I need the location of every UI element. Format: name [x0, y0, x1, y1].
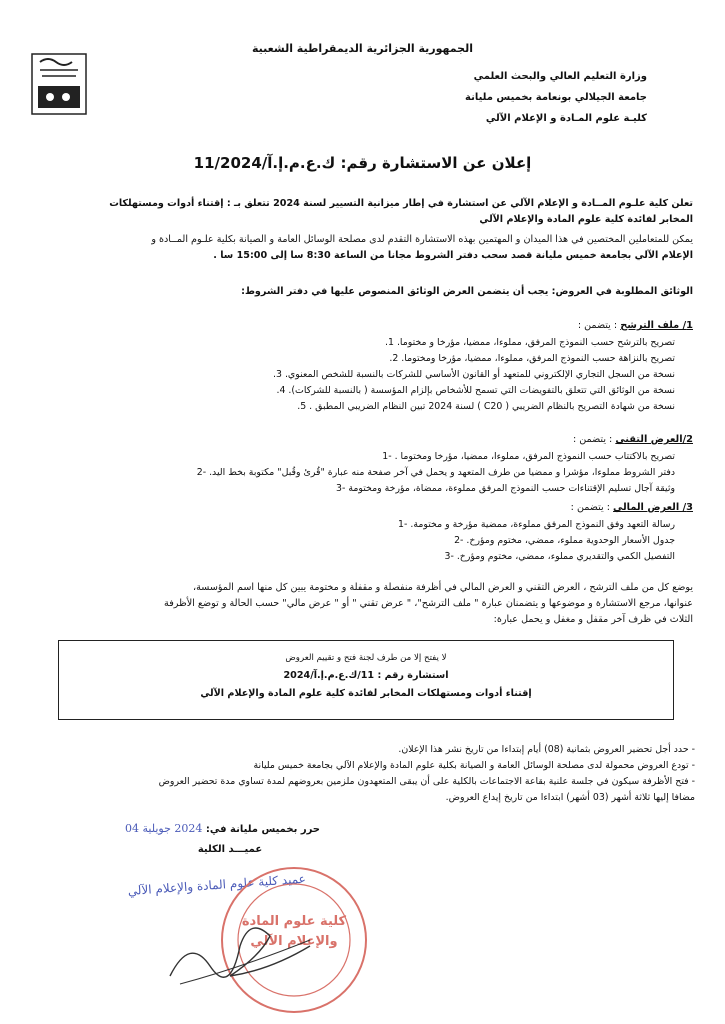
university-logo — [30, 52, 88, 116]
section-2-item: دفتر الشروط مملوءا، مؤشرا و ممضيا من طرف المتعهد و يحمل في آخر صفحة منه عبارة "قُرئ وقُبل" مكتوبة بخط اليد. -2 — [196, 467, 675, 478]
envelope-line-3: الثلاث في ظرف آخر مقفل و مغفل و يحمل عبارة: — [493, 614, 693, 625]
republic-header: الجمهورية الجزائرية الديمقراطية الشعبية — [252, 42, 473, 55]
documents-required: الوثائق المطلوبة في العروض: يجب أن يتضمن العرض الوثائق المنصوص عليها في دفتر الشروط: — [241, 286, 693, 297]
section-3-item: التفصيل الكمي والتقديري مملوء، ممضي، مختوم ومؤرخ. -3 — [444, 551, 675, 562]
faculty-name: كليـة علوم المـادة و الإعلام الآلي — [485, 113, 647, 124]
note-deadline: - حدد أجل تحضير العروض بثمانية (08) أيام إبتداءا من تاريخ نشر هذا الإعلان. — [398, 744, 695, 755]
section-1-item: نسخة من الوثائق التي تتعلق بالتفويضات التي تسمح للأشخاص بإلزام المؤسسة ( بالنسبة للشركات). 4. — [276, 385, 675, 396]
section-2-item: وثيقة آجال تسليم الإقتناءات حسب النموذج المرفق مملوءة، ممضاة، مؤرخة ومختومة -3 — [335, 483, 675, 494]
stamp-text: كلية علوم المادة والإعلام الآلي — [241, 914, 347, 949]
announcement-title — [0, 154, 725, 172]
dean-title: عميـــد الكلية — [197, 844, 263, 855]
section-3-item: رسالة التعهد وفق النموذج المرفق مملوءة، ممضية مؤرخة و مختومة. -1 — [398, 519, 675, 530]
intro-line-3: يمكن للمتعاملين المختصين في هذا الميدان و المهتمين بهذه الاستشارة التقدم لدى مصلحة الوسائل العامة و الصيانة بكلية علـوم المــادة و — [151, 234, 693, 245]
title-label: إعلان عن الاستشارة رقم: — [340, 154, 532, 172]
note-deposit: - تودع العروض محمولة لدى مصلحة الوسائل العامة و الصيانة بكلية علوم المادة والإعلام الآلي بجامعة خميس مليانة — [253, 760, 695, 771]
intro-line-4: الإعلام الآلي بجامعة خميس مليانة قصد سحب دفتر الشروط مجانا من الساعة 8:30 سا إلى 15:00 سا . — [213, 250, 693, 261]
section-3-heading: 3/ العرض المالي : يتضمن : — [570, 502, 693, 513]
envelope-line-2: عنوانها، مرجع الاستشارة و موضوعها و يتضمنان عبارة " ملف الترشح"، " عرض تقني " أو " عرض مالي" حسب الحالة و توضع الأظرفة — [164, 598, 693, 609]
intro-line-2: المخابر لفائدة كلية علوم المادة والإعلام الآلي — [479, 214, 693, 225]
section-1-heading: 1/ ملف الترشح : يتضمن : — [577, 320, 693, 331]
section-2-heading: 2/العرض التقني : يتضمن : — [572, 434, 693, 445]
handwritten-signature — [140, 880, 360, 1000]
section-1-item: نسخة من السجل التجاري الإلكتروني للمتعهد أو القانون الأساسي للشركات بالنسبة للشخص المعنوي. 3. — [273, 369, 675, 380]
university-name: جامعة الجيلالي بونعامة بخميس مليانة — [465, 92, 647, 103]
intro-line-1: تعلن كلية علـوم المــادة و الإعلام الآلي عن استشارة في إطار ميزانية التسيير لسنة 2024 تتعلق بـ : إقتناء أدوات ومستهلكات — [109, 198, 693, 209]
note-validity: مضافا إليها ثلاثة أشهر (03 أشهر) ابتداءا من تاريخ إيداع العروض. — [445, 792, 695, 803]
envelope-line-1: يوضع كل من ملف الترشح ، العرض التقني و العرض المالي في أظرفة منفصلة و مقفلة و مختومة يبين كل منها اسم المؤسسة، — [193, 582, 693, 593]
note-opening: - فتح الأظرفة سيكون في جلسة علنية بقاعة الاجتماعات بالكلية على أن يبقى المتعهدون ملزمين بعروضهم لمدة تساوي مدة تحضير العروض — [158, 776, 695, 787]
section-1-item: تصريح بالترشح حسب النموذج المرفق، مملوءا، ممضيا، مؤرخا و مختوما. 1. — [385, 337, 675, 348]
envelope-label-box — [58, 640, 674, 720]
section-2-item: تصريح بالاكتتاب حسب النموذج المرفق، مملوءا، ممضيا، مؤرخا ومختوما . -1 — [382, 451, 675, 462]
institution-block — [307, 66, 647, 129]
section-3-item: جدول الأسعار الوحدوية مملوء، ممضي، مختوم ومؤرخ. -2 — [454, 535, 675, 546]
handwritten-date: 2024 جويلية 04 — [125, 822, 203, 835]
ministry-name: وزارة التعليم العالي والبحث العلمي — [473, 71, 647, 82]
signature-place: حرر بخميس مليانة في: 2024 جويلية 04 — [125, 822, 320, 835]
box-line-1: لا يفتح إلا من طرف لجنة فتح و تقييم العروض — [285, 653, 447, 663]
section-1-item: تصريح بالنزاهة حسب النموذج المرفق، مملوءا، ممضيا، مؤرخا ومختوما. 2. — [389, 353, 675, 364]
box-line-2: استشارة رقم : 11/ك.ع.م.إ.آ/2024 — [283, 670, 449, 681]
dean-stamp: عميد كلية علوم المادة والإعلام الآلي — [127, 871, 307, 899]
box-line-3: إقتناء أدوات ومستهلكات المخابر لفائدة كلية علوم المادة والإعلام الآلي — [200, 688, 532, 699]
consultation-number: 11/ك.ع.م.إ.آ/2024 — [193, 154, 336, 172]
section-1-item: نسخة من شهادة التصريح بالنظام الضريبي ( C20 ) لسنة 2024 تبين النظام الضريبي المطبق . 5. — [297, 401, 675, 412]
